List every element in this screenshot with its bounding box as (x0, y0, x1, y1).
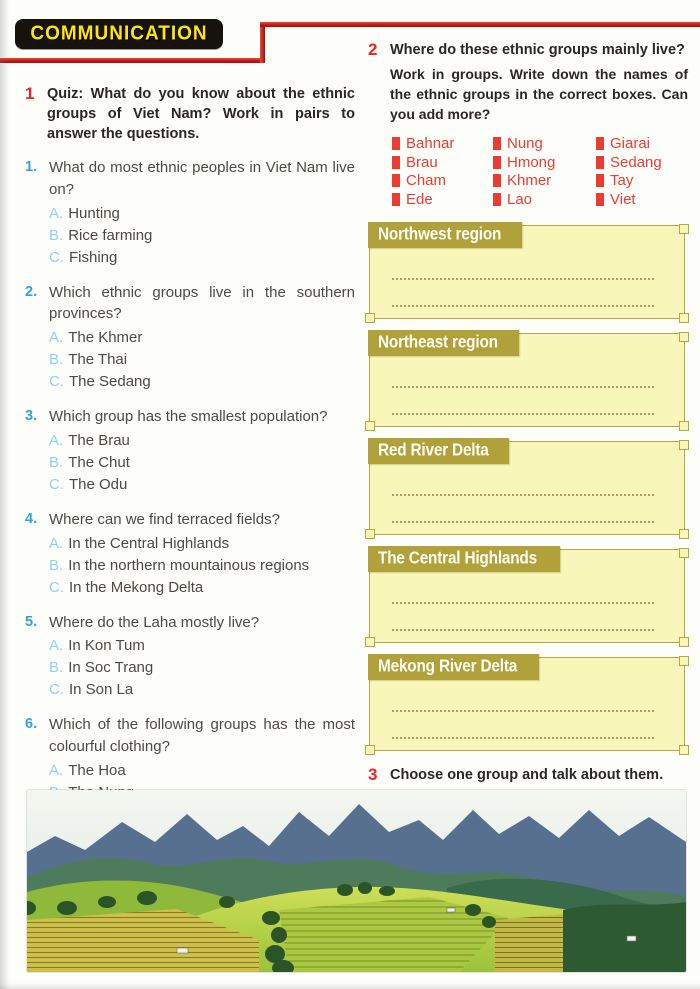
ethnic-group-item (392, 172, 493, 191)
section-banner (15, 19, 223, 49)
option-letter: B. (49, 226, 64, 244)
ethnic-group-item (493, 190, 596, 209)
ethnic-group-name: Khmer (507, 172, 552, 190)
ethnic-group-item (596, 153, 688, 172)
region-box (368, 330, 686, 427)
section-banner-title: COMMUNICATION (30, 22, 208, 45)
write-in-line (392, 413, 654, 415)
corner-ornament-icon (679, 656, 689, 666)
region-box (368, 222, 686, 319)
write-in-line (392, 494, 654, 496)
question-body (49, 157, 355, 269)
write-in-line (392, 305, 654, 307)
option-letter: C. (49, 475, 64, 493)
corner-ornament-icon (679, 637, 689, 647)
option-letter: A. (49, 637, 64, 655)
option-text: In Kon Tum (68, 637, 145, 655)
option-text: In the Mekong Delta (69, 578, 204, 596)
region-box-label-text: The Central Highlands (378, 548, 537, 568)
option-text: The Sedang (69, 373, 151, 390)
activity-3-number: 3 (368, 764, 378, 784)
corner-ornament-icon (365, 421, 375, 431)
red-rule-left (0, 58, 265, 63)
answer-option (49, 474, 355, 496)
ethnic-group-name: Tay (610, 172, 634, 190)
option-text: The Khmer (68, 329, 143, 346)
quiz-question (25, 157, 355, 269)
corner-ornament-icon (679, 224, 689, 234)
answer-option (49, 577, 355, 599)
question-number: 5. (25, 613, 38, 630)
quiz-question-list (25, 157, 355, 826)
ethnic-group-name: Cham (406, 172, 447, 190)
option-letter: C. (49, 681, 64, 699)
answer-options (49, 327, 355, 393)
ethnic-group-name: Bahnar (406, 135, 455, 153)
question-text: Which ethnic groups live in the southern provinces? (49, 283, 355, 323)
option-text: In the Central Highlands (68, 534, 230, 552)
activity-1-title: Quiz: What do you know about the ethnic groups of Viet Nam? Work in pairs to answer the questions. (47, 86, 355, 142)
activity-2-title: Where do these ethnic groups mainly live? (390, 42, 685, 58)
red-square-bullet-icon (493, 174, 501, 187)
region-box-label (368, 654, 539, 680)
question-number: 1. (25, 159, 38, 175)
option-letter: C. (49, 373, 64, 390)
ethnic-groups-word-bank (392, 135, 688, 209)
option-letter: C. (49, 248, 64, 266)
scan-edge-shadow-bottom (0, 983, 700, 989)
option-letter: A. (49, 329, 64, 346)
answer-option (49, 349, 355, 371)
ethnic-group-item (493, 153, 596, 172)
question-body (49, 406, 355, 496)
ethnic-group-item (596, 135, 688, 154)
region-box (368, 654, 686, 751)
activity-1-number: 1 (25, 84, 35, 103)
write-in-line (392, 386, 654, 388)
region-box-label (368, 438, 509, 464)
option-letter: C. (49, 578, 64, 596)
answer-option (49, 760, 355, 782)
option-letter: B. (49, 351, 64, 368)
answer-options (49, 635, 355, 701)
activity-2-text (390, 40, 688, 125)
question-body (49, 612, 355, 702)
scan-edge-shadow (0, 0, 9, 989)
corner-ornament-icon (679, 745, 689, 755)
answer-options (49, 533, 355, 599)
activity-2-number: 2 (368, 40, 378, 59)
corner-ornament-icon (679, 440, 689, 450)
red-square-bullet-icon (493, 156, 501, 169)
red-square-bullet-icon (392, 174, 400, 187)
ethnic-group-name: Lao (507, 190, 533, 208)
option-text: The Thai (68, 351, 128, 368)
write-in-line (392, 737, 654, 739)
region-box-label (368, 546, 560, 572)
option-letter: B. (49, 556, 64, 574)
region-boxes (368, 222, 688, 751)
answer-option (49, 225, 355, 247)
region-box (368, 546, 686, 643)
ethnic-group-name: Brau (406, 153, 438, 171)
red-square-bullet-icon (493, 193, 501, 206)
right-column (368, 40, 688, 785)
answer-option (49, 657, 355, 679)
question-body (49, 509, 355, 599)
write-in-line (392, 710, 654, 712)
answer-option (49, 327, 355, 349)
corner-ornament-icon (679, 421, 689, 431)
ethnic-group-name: Hmong (507, 153, 556, 171)
quiz-question (25, 612, 355, 702)
option-text: Hunting (68, 204, 120, 222)
terraced-fields-photo (27, 790, 686, 972)
option-text: In the northern mountainous regions (68, 556, 310, 574)
region-box (368, 438, 686, 535)
region-box-label-text: Red River Delta (378, 440, 489, 460)
option-letter: B. (49, 453, 64, 471)
ethnic-group-name: Giarai (610, 135, 651, 153)
option-letter: A. (49, 761, 64, 779)
write-in-line (392, 629, 654, 631)
question-text: Which group has the smallest population? (49, 408, 328, 425)
answer-option (49, 635, 355, 657)
corner-ornament-icon (679, 332, 689, 342)
red-square-bullet-icon (493, 137, 501, 150)
option-text: The Hoa (68, 761, 126, 779)
ethnic-group-name: Nung (507, 135, 543, 153)
corner-ornament-icon (679, 313, 689, 323)
ethnic-group-item (392, 153, 493, 172)
ethnic-group-item (493, 135, 596, 154)
red-square-bullet-icon (392, 137, 400, 150)
option-text: In Son La (69, 681, 134, 699)
red-square-bullet-icon (392, 156, 400, 169)
quiz-question (25, 406, 355, 496)
question-text: Which of the following groups has the most colourful clothing? (49, 716, 355, 755)
answer-options (49, 430, 355, 496)
option-text: In Soc Trang (68, 659, 154, 677)
question-number: 2. (25, 283, 38, 300)
option-letter: A. (49, 534, 64, 552)
option-text: Rice farming (68, 226, 153, 244)
region-box-label (368, 222, 522, 248)
answer-option (49, 533, 355, 555)
activity-3-header (368, 765, 688, 785)
red-rule-right (260, 22, 700, 27)
answer-option (49, 247, 355, 269)
region-box-label-text: Northwest region (378, 224, 502, 244)
ethnic-group-item (596, 190, 688, 209)
corner-ornament-icon (679, 529, 689, 539)
ethnic-group-name: Sedang (610, 153, 662, 171)
answer-options (49, 203, 355, 269)
corner-ornament-icon (365, 313, 375, 323)
activity-2-instructions: Work in groups. Write down the names of the ethnic groups in the correct boxes. Can you add more? (390, 66, 688, 122)
red-square-bullet-icon (596, 193, 604, 206)
red-square-bullet-icon (596, 174, 604, 187)
answer-option (49, 555, 355, 577)
ethnic-group-item (596, 172, 688, 191)
option-text: The Chut (68, 453, 130, 471)
question-text: What do most ethnic peoples in Viet Nam live on? (49, 159, 355, 198)
red-square-bullet-icon (392, 193, 400, 206)
activity-2-header (368, 40, 688, 125)
option-letter: A. (49, 431, 64, 449)
option-letter: B. (49, 659, 64, 677)
answer-option (49, 203, 355, 225)
region-box-label (368, 330, 519, 356)
corner-ornament-icon (365, 529, 375, 539)
answer-option (49, 679, 355, 701)
option-letter: A. (49, 204, 64, 222)
question-number: 3. (25, 408, 38, 424)
ethnic-group-item (392, 135, 493, 154)
question-body (49, 282, 355, 394)
option-text: The Brau (68, 431, 130, 449)
region-box-label-text: Northeast region (378, 332, 498, 352)
ethnic-group-item (392, 190, 493, 209)
question-text: Where do the Laha mostly live? (49, 613, 260, 631)
question-number: 4. (25, 510, 38, 527)
region-box-label-text: Mekong River Delta (378, 656, 518, 676)
corner-ornament-icon (365, 745, 375, 755)
activity-3-title: Choose one group and talk about them. (390, 766, 664, 783)
answer-option (49, 452, 355, 474)
red-square-bullet-icon (596, 156, 604, 169)
write-in-line (392, 521, 654, 523)
photo-right-forest (563, 902, 686, 972)
option-text: The Odu (69, 475, 128, 493)
activity-1-header (25, 84, 355, 144)
write-in-line (392, 602, 654, 604)
corner-ornament-icon (679, 548, 689, 558)
question-text: Where can we find terraced fields? (49, 510, 280, 528)
quiz-question (25, 282, 355, 394)
option-text: Fishing (69, 248, 118, 266)
red-square-bullet-icon (596, 137, 604, 150)
red-rule-riser (260, 22, 265, 63)
ethnic-group-name: Ede (406, 190, 433, 208)
question-number: 6. (25, 716, 38, 733)
answer-option (49, 430, 355, 452)
ethnic-group-item (493, 172, 596, 191)
write-in-line (392, 278, 654, 280)
ethnic-group-name: Viet (610, 190, 636, 208)
quiz-question (25, 509, 355, 599)
corner-ornament-icon (365, 637, 375, 647)
answer-option (49, 371, 355, 393)
left-column (25, 84, 355, 826)
